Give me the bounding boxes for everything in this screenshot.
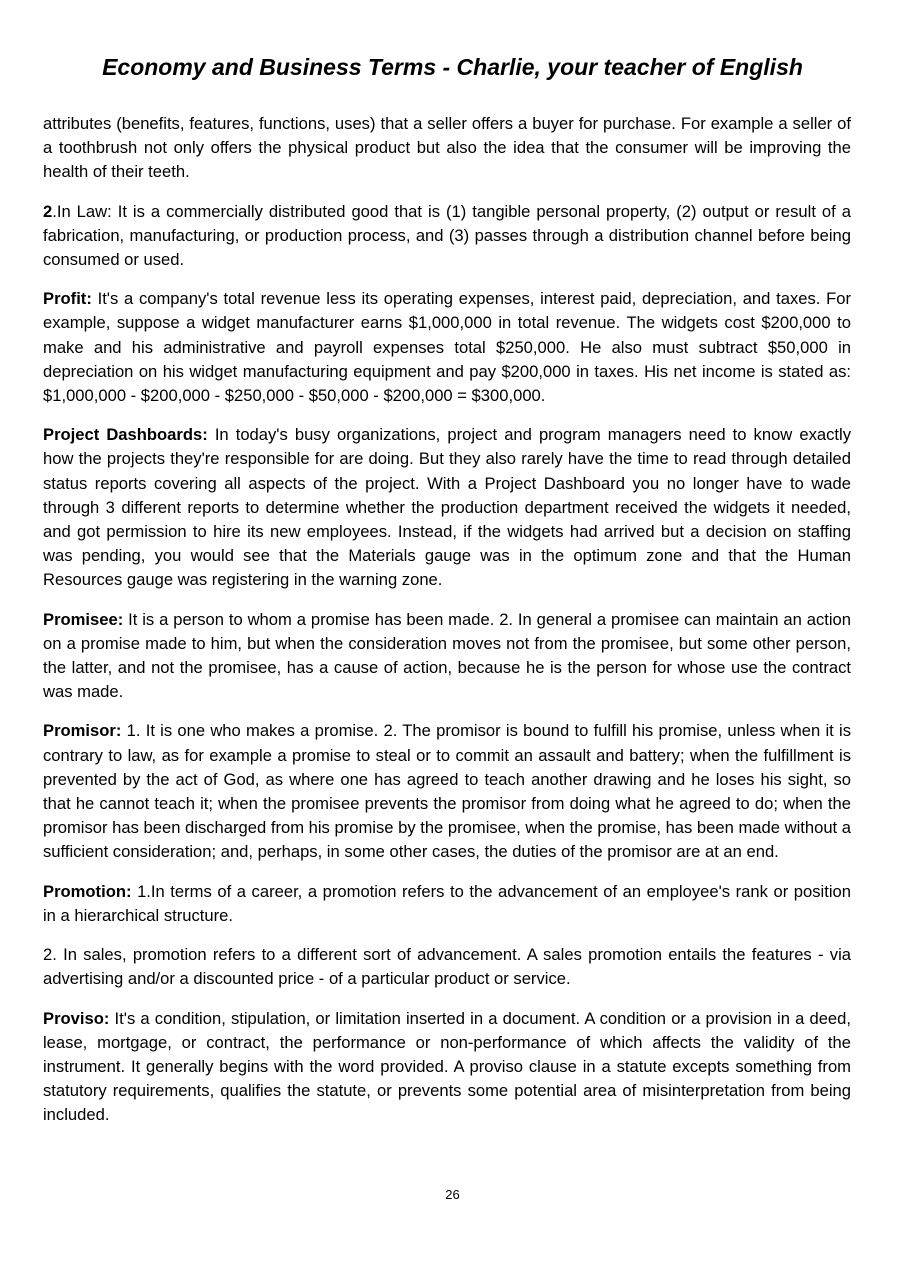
page-title: Economy and Business Terms - Charlie, your teacher of English [102,54,803,80]
paragraph-profit [43,287,851,408]
term-label: Profit: [43,289,92,309]
term-label: Promotion: [43,881,132,901]
term-label: Project Dashboards: [43,425,208,445]
term-label: Promisee: [43,609,124,629]
definition-text: 2. In sales, promotion refers to a different sort of advancement. A sales promotion entails the features - via advertising and/or a discounted price - of a particular product or service. [43,945,851,989]
paragraph-product-in-law [43,200,851,273]
definition-text: attributes (benefits, features, functions, uses) that a seller offers a buyer for purchase. For example a seller of a toothbrush not only offers the physical product but also the idea that the consumer will be improving the health of their teeth. [43,114,851,182]
paragraph-product-continued [43,112,851,185]
definition-text: 1. It is one who makes a promise. 2. The promisor is bound to fulfill his promise, unless when it is contrary to law, as for example a promise to steal or to commit an assault and battery; when the fulfillment is prevented by the act of God, as where one has agreed to teach another drawing and he loses his sight, so that he cannot teach it; when the promisee prevents the promisor from doing what he agreed to do; when the promisor has been discharged from his promise by the promisee, when the promise, has been made without a sufficient consideration; and, perhaps, in some other cases, the duties of the promisor are at an end. [43,721,851,862]
page-number: 26 [445,1187,460,1202]
term-label: 2 [43,201,53,221]
definition-text: It's a condition, stipulation, or limitation inserted in a document. A condition or a provision in a deed, lease, mortgage, or contract, the performance or non-performance of which affects the validity of the instrument. It generally begins with the word provided. A proviso clause in a statute excepts something from statutory requirements, qualifies the statute, or prevents some potential area of misinterpretation from being included. [43,1008,851,1125]
paragraph-project-dashboards [43,423,851,592]
document-body [43,112,851,1143]
paragraph-promotion-sales [43,943,851,991]
definition-text: It is a person to whom a promise has been made. 2. In general a promisee can maintain an action on a promise made to him, but when the consideration moves not from the promisee, but some other person, the latter, and not the promisee, has a cause of action, because he is the person for whose use the contract was made. [43,609,851,702]
term-label: Promisor: [43,721,122,741]
definition-text: In today's busy organizations, project and program managers need to know exactly how the projects they're responsible for are doing. But they also rarely have the time to read through detailed status reports covering all aspects of the project. With a Project Dashboard you no longer have to wade through 3 different reports to determine whether the production department received the widgets it needed, and got permission to hire its new employees. Instead, if the widgets had arrived but a decision on staffing was pending, you would see that the Materials gauge was in the optimum zone and that the Human Resources gauge was registering in the warning zone. [43,425,851,590]
paragraph-promotion [43,880,851,928]
definition-text: .In Law: It is a commercially distributed good that is (1) tangible personal property, (2) output or result of a fabrication, manufacturing, or production process, and (3) passes through a distribution channel before being consumed or used. [43,201,851,270]
term-label: Proviso: [43,1008,110,1028]
definition-text: 1.In terms of a career, a promotion refers to the advancement of an employee's rank or position in a hierarchical structure. [43,881,851,925]
paragraph-proviso [43,1007,851,1128]
paragraph-promisee [43,608,851,705]
paragraph-promisor [43,719,851,864]
definition-text: It's a company's total revenue less its operating expenses, interest paid, depreciation, and taxes. For example, suppose a widget manufacturer earns $1,000,000 in total revenue. The widgets cost $200,000 to make and his administrative and payroll expenses total $250,000. He also must subtract $50,000 in depreciation on his widget manufacturing equipment and pay $200,000 in taxes. His net income is stated as: $1,000,000 - $200,000 - $250,000 - $50,000 - $200,000 = $300,000. [43,289,851,406]
